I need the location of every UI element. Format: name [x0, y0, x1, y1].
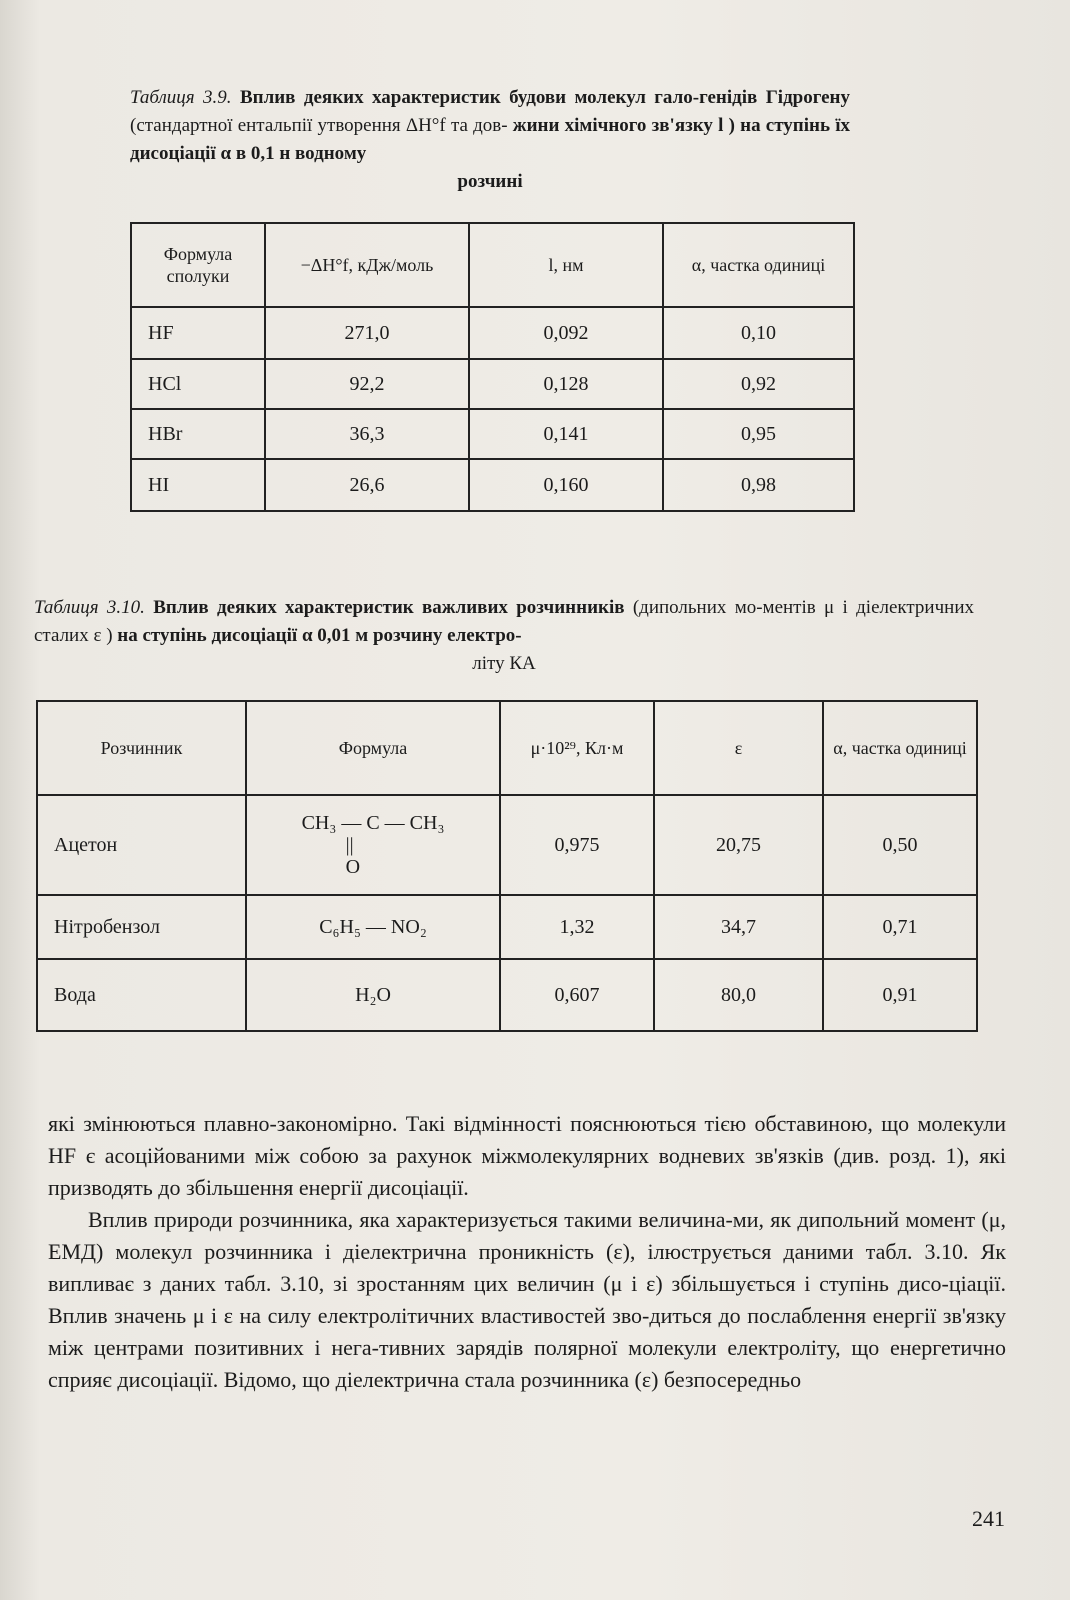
table-row	[131, 459, 854, 511]
cell-alpha: 0,91	[823, 959, 977, 1031]
cell-epsilon: 80,0	[654, 959, 823, 1031]
header-solvent: Розчинник	[37, 701, 246, 795]
body-text	[48, 1108, 1006, 1396]
cell-length: 0,160	[469, 459, 663, 511]
table-row	[131, 409, 854, 459]
header-enthalpy: −ΔH°f, кДж/моль	[265, 223, 469, 307]
table-row	[131, 359, 854, 409]
table-3-9-title-end: розчині	[457, 171, 523, 192]
table-3-10-title: Вплив деяких характеристик важливих розчинників	[153, 597, 625, 618]
page-number: 241	[972, 1506, 1005, 1531]
table-header-row	[37, 701, 977, 795]
cell-solvent: Ацетон	[37, 795, 246, 895]
cell-alpha: 0,50	[823, 795, 977, 895]
cell-formula: HF	[131, 307, 265, 359]
cell-solvent: Вода	[37, 959, 246, 1031]
cell-enthalpy: 36,3	[265, 409, 469, 459]
cell-alpha: 0,10	[663, 307, 854, 359]
table-row	[131, 307, 854, 359]
formula-carbonyl: || O	[345, 833, 361, 878]
cell-solvent: Нітробензол	[37, 895, 246, 959]
cell-enthalpy: 92,2	[265, 359, 469, 409]
table-row	[37, 795, 977, 895]
cell-formula: H₂O	[246, 959, 500, 1031]
table-3-10-title-end: літу КА	[472, 653, 536, 674]
cell-formula: C₆H₅ — NO₂	[246, 895, 500, 959]
table-3-10-caption	[34, 594, 974, 678]
cell-formula: HBr	[131, 409, 265, 459]
header-alpha: α, частка одиниці	[663, 223, 854, 307]
header-dipole: μ·10²⁹, Кл·м	[500, 701, 654, 795]
cell-dipole: 1,32	[500, 895, 654, 959]
paragraph-1: які змінюються плавно-закономірно. Такі відмінності пояснюються тією обставиною, що молекули HF є асоційованими між собою за рахунок міжмолекулярних водневих зв'язків (див. розд. 1), які призводять до збільшення енергії дисоціації.	[48, 1111, 1006, 1200]
table-header-row	[131, 223, 854, 307]
table-3-9	[130, 222, 855, 512]
table-3-10-title-cont: на ступінь дисоціації α 0,01 м розчину електро-	[117, 625, 522, 646]
cell-enthalpy: 271,0	[265, 307, 469, 359]
table-3-9-number: Таблиця 3.9.	[130, 87, 232, 108]
cell-alpha: 0,98	[663, 459, 854, 511]
cell-alpha: 0,71	[823, 895, 977, 959]
formula-main: CH₃ — C — CH₃	[301, 811, 445, 834]
header-epsilon: ε	[654, 701, 823, 795]
cell-length: 0,092	[469, 307, 663, 359]
table-3-10	[36, 700, 978, 1032]
cell-epsilon: 34,7	[654, 895, 823, 959]
cell-length: 0,128	[469, 359, 663, 409]
table-3-9-title-plain: (стандартної ентальпії утворення ΔH°f та дов-	[130, 115, 508, 136]
header-formula: Формула	[246, 701, 500, 795]
header-formula: Формула сполуки	[131, 223, 265, 307]
table-3-9-title: Вплив деяких характеристик будови молекул гало-генідів Гідрогену	[239, 87, 851, 108]
cell-formula: HI	[131, 459, 265, 511]
acetone-formula	[302, 812, 445, 878]
header-bond-length: l, нм	[469, 223, 663, 307]
table-3-9-title-cont: жини хімічного зв'язку l ) на ступінь їх дисоціації α в 0,1 н водному	[130, 115, 850, 164]
table-3-10-title-plain: (дипольних мо-ментів μ і діелектричних сталих ε )	[34, 597, 974, 646]
cell-alpha: 0,95	[663, 409, 854, 459]
paragraph-2: Вплив природи розчинника, яка характеризується такими величина-ми, як дипольний момент (μ, ЕМД) молекул розчинника і діелектрична проникність (ε), ілюструється даними табл. 3.10. Як випливає з даних табл. 3.10, зі зростанням цих величин (μ і ε) збільшується і ступінь дисо-ціації. Вплив значень μ і ε на силу електролітичних властивостей зво-диться до послаблення енергії зв'язку між центрами позитивних і нега-тивних зарядів полярної молекули електроліту, що енергетично сприяє дисоціації. Відомо, що діелектрична стала розчинника (ε) безпосередньо	[48, 1207, 1006, 1392]
table-3-10-number: Таблиця 3.10.	[34, 597, 145, 618]
cell-formula	[246, 795, 500, 895]
cell-formula: HCl	[131, 359, 265, 409]
cell-enthalpy: 26,6	[265, 459, 469, 511]
cell-epsilon: 20,75	[654, 795, 823, 895]
table-row	[37, 895, 977, 959]
cell-dipole: 0,975	[500, 795, 654, 895]
table-row	[37, 959, 977, 1031]
header-alpha: α, частка одиниці	[823, 701, 977, 795]
table-3-9-caption	[130, 84, 850, 196]
cell-dipole: 0,607	[500, 959, 654, 1031]
cell-length: 0,141	[469, 409, 663, 459]
cell-alpha: 0,92	[663, 359, 854, 409]
